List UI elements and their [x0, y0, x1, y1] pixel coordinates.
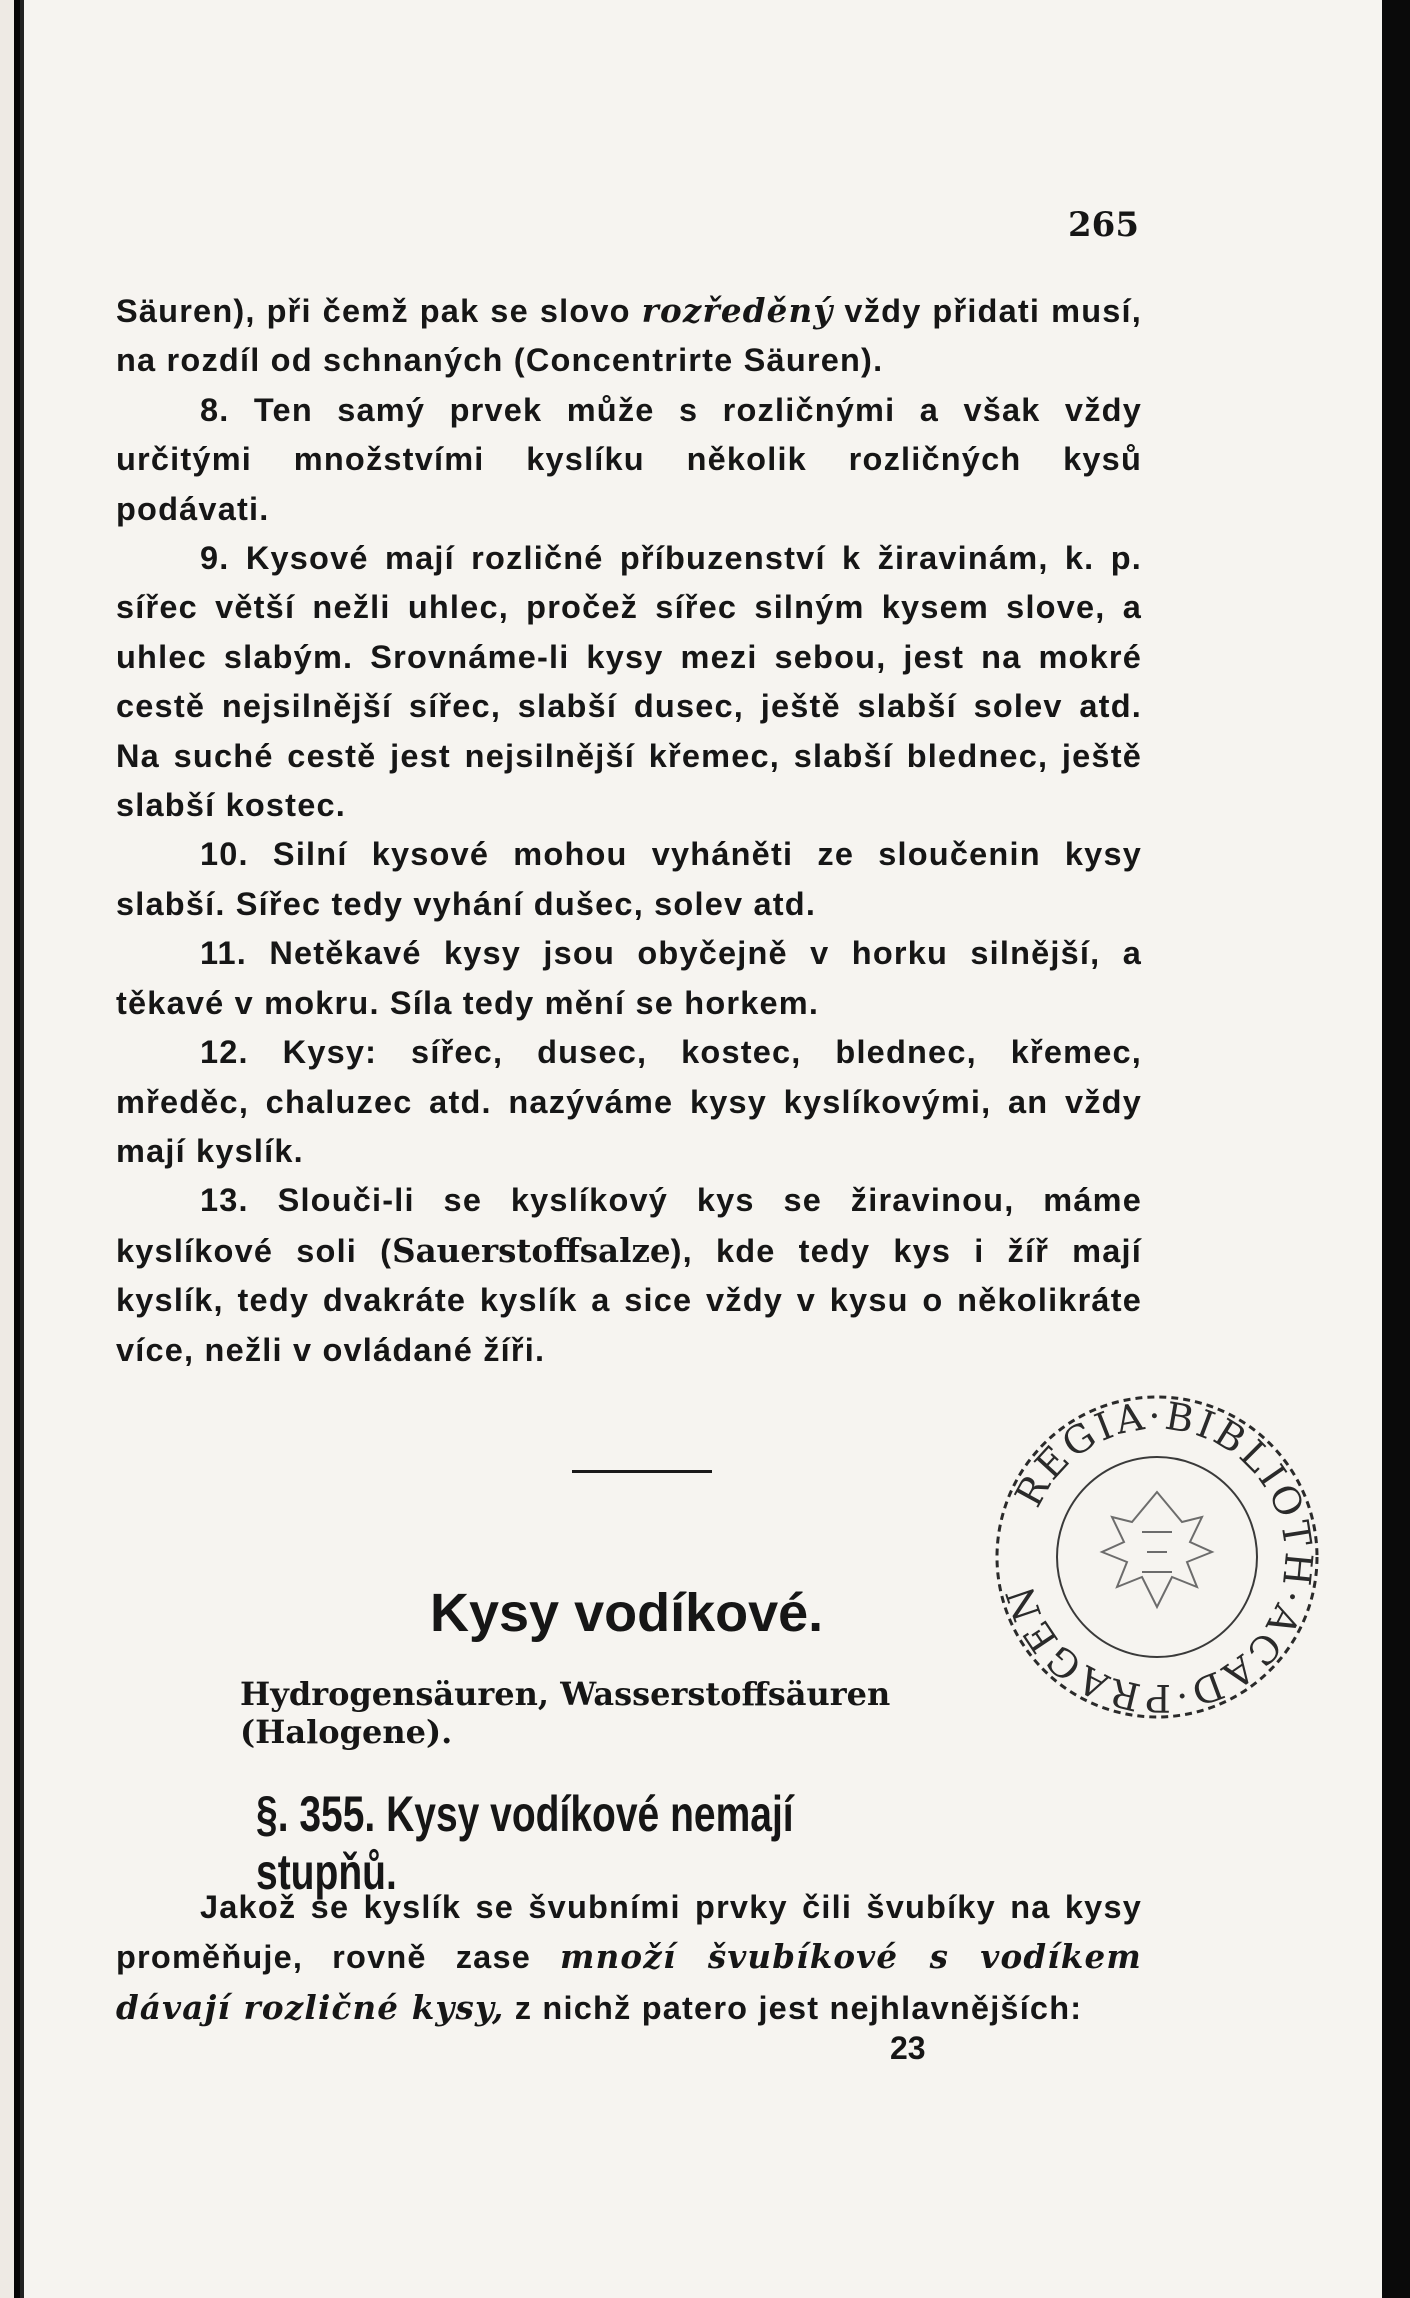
- paragraph: [116, 1176, 1142, 1375]
- paragraph: [116, 1028, 1142, 1176]
- svg-text:REGIA·BIBLIOTH·ACAD·PRAGEN: [997, 1394, 1321, 1720]
- italic-run: množí švubíkové s vodíkem dávají rozličné kysy,: [116, 1937, 1142, 2027]
- text-run: 8. Ten samý prvek může s rozličnými a však vždy určitými množstvími kyslíku několik rozličných kysů podávati.: [116, 391, 1142, 527]
- paragraph: [116, 830, 1142, 929]
- text-run: z nichž patero jest nejhlavnějších:: [504, 1989, 1083, 2026]
- text-run: ), kde tedy kys i žíř mají kyslík, tedy dvakráte kyslík a sice vždy v kysu o několikráte více, nežli v ovládané žíři.: [116, 1232, 1142, 1368]
- chapter-heading: Kysy vodíkové.: [430, 1583, 824, 1643]
- signature-mark: 23: [890, 2030, 926, 2066]
- final-paragraph: [116, 1883, 1142, 2033]
- paragraph: [116, 286, 1142, 386]
- text-run: 13. Slouči-li se kyslíkový kys se žiravinou, máme kyslíkové soli (: [116, 1182, 1142, 1269]
- text-run: vždy přidati musí, na rozdíl od schnaných (Concentrirte Säuren).: [116, 293, 1142, 379]
- text-run: 11. Netěkavé kysy jsou obyčejně v horku silnější, a těkavé v mokru. Síla tedy mění se horkem.: [116, 935, 1142, 1021]
- text-run: Säuren), při čemž pak se slovo: [116, 293, 642, 329]
- section-heading: §. 355. Kysy vodíkové nemají stupňů.: [256, 1786, 794, 1900]
- chapter-subheading: Hydrogensäuren, Wasserstoffsäuren (Halogene).: [240, 1675, 891, 1751]
- paragraph: [116, 534, 1142, 830]
- text-run: 10. Silní kysové mohou vyháněti ze sloučenin kysy slabší. Sířec tedy vyhání dušec, solev atd.: [116, 836, 1142, 922]
- page-number: 265: [1068, 205, 1139, 245]
- scan-border: [1382, 0, 1410, 2298]
- library-stamp-icon: [992, 1392, 1322, 1722]
- fraktur-run: Sauerstoffsalze: [392, 1230, 671, 1270]
- section-divider: [572, 1470, 712, 1473]
- text-run: 9. Kysové mají rozličné příbuzenství k žiravinám, k. p. sířec větší nežli uhlec, pročež sířec silným kysem slove, a uhlec slabým. Srovnáme-li kysy mezi sebou, jest na mokré cestě nejsilnější sířec, slabší dusec, ještě slabší solev atd. Na suché cestě jest nejsilnější křemec, slabší blednec, ještě slabší kostec.: [116, 540, 1142, 824]
- paragraph: [116, 386, 1142, 534]
- facing-page-edge: [0, 0, 14, 2298]
- stamp-lettering: REGIA·BIBLIOTH·ACAD·PRAGEN: [996, 1393, 1321, 1721]
- body-text: [116, 286, 1142, 1375]
- paragraph: [116, 929, 1142, 1028]
- text-run: Jakož se kyslík se švubními prvky čili švubíky na kysy proměňuje, rovně zase: [116, 1889, 1142, 1976]
- paragraph: [116, 1883, 1142, 2033]
- italic-run: rozředěný: [641, 291, 834, 330]
- text-run: 12. Kysy: sířec, dusec, kostec, blednec, křemec, mředěc, chaluzec atd. nazýváme kysy kyslíkovými, an vždy mají kyslík.: [116, 1034, 1142, 1169]
